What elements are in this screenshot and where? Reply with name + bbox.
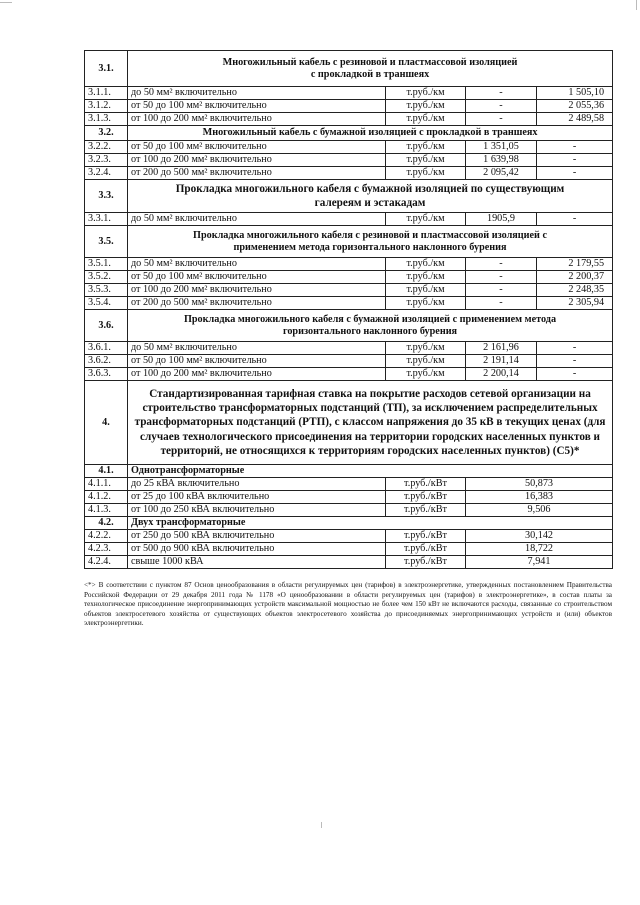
section-title [128,310,613,342]
subsection-number: 4.2. [85,517,128,530]
row-unit: т.руб./кВт [386,504,466,517]
section-title-line: Прокладка многожильного кабеля с бумажной изоляцией по существующим [175,183,565,195]
table-row [85,504,613,517]
table-row [85,141,613,154]
row-value-paper: - [466,271,537,284]
row-number: 3.6.3. [85,368,128,381]
row-value-paper: - [466,258,537,271]
row-label: от 50 до 100 мм² включительно [128,271,386,284]
scan-mark-right [636,0,637,10]
section-header [85,126,613,141]
footnote: <*> В соответствии с пунктом 87 Основ ценообразования в области регулируемых цен (тарифов) в электроэнергетике, утвержденных постановлением Правительства Российской Федерации от 29 декабря 2011 года № 1178 «О ценообразовании в области регулируемых цен (тарифов) в электроэнергетике», в состав платы за технологическое присоединение энергопринимающих устройств максимальной мощностью не более чем 150 кВт не включаются расходы, связанные со строительством объектов электросетевого хозяйства от существующих объектов электросетевого хозяйства до присоединяемых энергопринимающих устройств и (или) объектов электроэнергетики. [84,581,612,628]
row-number: 4.1.3. [85,504,128,517]
row-label: от 100 до 250 кВА включительно [128,504,386,517]
row-unit: т.руб./км [386,297,466,310]
row-unit: т.руб./км [386,87,466,100]
table-row [85,478,613,491]
row-label: от 25 до 100 кВА включительно [128,491,386,504]
row-value-rubber: - [537,213,613,226]
table-row [85,167,613,180]
table-row [85,258,613,271]
section-number: 3.1. [85,51,128,87]
table-row [85,368,613,381]
scan-mark-left [0,2,12,3]
section-title-line: Многожильный кабель с резиновой и пластмассовой изоляцией [222,56,518,68]
row-unit: т.руб./км [386,154,466,167]
tariff-table [84,50,613,569]
row-value-paper: - [466,297,537,310]
row-label: от 100 до 200 мм² включительно [128,284,386,297]
row-value-rubber: - [537,141,613,154]
section-header [85,180,613,213]
scan-speck [321,822,322,828]
section-title [128,226,613,258]
row-number: 3.3.1. [85,213,128,226]
row-label: от 50 до 100 мм² включительно [128,141,386,154]
row-value-rubber: 2 055,36 [537,100,613,113]
table-row [85,556,613,569]
row-number: 3.2.3. [85,154,128,167]
subsection-title: Однотрансформаторные [128,465,613,478]
section-title [128,180,613,213]
section-header [85,310,613,342]
section-title: Стандартизированная тарифная ставка на покрытие расходов сетевой организации на строительство трансформаторных подстанций (ТП), за исключением распределительных трансформаторных подстанций (РТП), с классом напряжения до 35 кВ в текущих ценах (для случаев технологического присоединения на территории городских населенных пунктов и территорий, не относящихся к территориям городских населенных пунктов) (С5)* [128,381,613,465]
row-unit: т.руб./км [386,284,466,297]
row-value-paper: 2 200,14 [466,368,537,381]
row-unit: т.руб./км [386,141,466,154]
row-number: 4.2.2. [85,530,128,543]
row-value-rubber: - [537,342,613,355]
row-label: до 25 кВА включительно [128,478,386,491]
row-value-rubber: - [537,355,613,368]
row-value: 50,873 [466,478,613,491]
row-number: 3.1.3. [85,113,128,126]
row-unit: т.руб./км [386,213,466,226]
table-row [85,491,613,504]
section-number: 4. [85,381,128,465]
row-value-rubber: - [537,368,613,381]
row-value-rubber: - [537,167,613,180]
table-row [85,113,613,126]
section-title-line: Прокладка многожильного кабеля с бумажной изоляцией с применением метода [183,313,557,325]
row-unit: т.руб./км [386,258,466,271]
row-label: от 200 до 500 мм² включительно [128,297,386,310]
row-value-rubber: 2 305,94 [537,297,613,310]
row-unit: т.руб./км [386,167,466,180]
row-value-paper: - [466,100,537,113]
row-label: от 500 до 900 кВА включительно [128,543,386,556]
row-label: от 250 до 500 кВА включительно [128,530,386,543]
row-number: 4.1.2. [85,491,128,504]
row-value: 9,506 [466,504,613,517]
row-value-rubber: - [537,154,613,167]
table-row [85,271,613,284]
subsection-header [85,517,613,530]
row-value-paper: 2 095,42 [466,167,537,180]
row-value-paper: - [466,87,537,100]
table-row [85,342,613,355]
row-number: 3.6.2. [85,355,128,368]
section-title-line: применением метода горизонтального наклонного бурения [233,241,507,253]
table-row [85,213,613,226]
row-label: от 50 до 100 мм² включительно [128,355,386,368]
row-unit: т.руб./км [386,100,466,113]
row-value-rubber: 2 248,35 [537,284,613,297]
row-number: 4.2.3. [85,543,128,556]
row-value-rubber: 2 200,37 [537,271,613,284]
row-unit: т.руб./км [386,355,466,368]
table-row [85,543,613,556]
section-title: Многожильный кабель с бумажной изоляцией с прокладкой в траншеях [128,126,613,141]
table-row [85,297,613,310]
row-label: от 200 до 500 мм² включительно [128,167,386,180]
row-value-paper: - [466,284,537,297]
row-value-paper: 1 639,98 [466,154,537,167]
row-unit: т.руб./кВт [386,543,466,556]
row-label: от 100 до 200 мм² включительно [128,113,386,126]
section-title [128,51,613,87]
row-number: 3.2.4. [85,167,128,180]
section-header [85,226,613,258]
table-row [85,530,613,543]
row-value: 16,383 [466,491,613,504]
row-value: 7,941 [466,556,613,569]
row-label: от 50 до 100 мм² включительно [128,100,386,113]
row-unit: т.руб./км [386,113,466,126]
section-header [85,381,613,465]
table-row [85,355,613,368]
row-value-paper: 1 351,05 [466,141,537,154]
row-number: 3.5.2. [85,271,128,284]
row-value: 18,722 [466,543,613,556]
row-label: до 50 мм² включительно [128,87,386,100]
row-value: 30,142 [466,530,613,543]
section-number: 3.5. [85,226,128,258]
row-label: свыше 1000 кВА [128,556,386,569]
section-title-line: галереям и эстакадам [314,197,426,209]
subsection-title: Двух трансформаторные [128,517,613,530]
row-unit: т.руб./кВт [386,530,466,543]
section-title-line: с прокладкой в траншеях [310,68,430,80]
row-label: до 50 мм² включительно [128,213,386,226]
row-number: 3.5.4. [85,297,128,310]
row-number: 3.1.1. [85,87,128,100]
section-number: 3.3. [85,180,128,213]
row-unit: т.руб./кВт [386,556,466,569]
table-row [85,87,613,100]
row-value-paper: 2 161,96 [466,342,537,355]
row-label: до 50 мм² включительно [128,342,386,355]
row-number: 4.1.1. [85,478,128,491]
row-value-paper: - [466,113,537,126]
row-number: 3.5.3. [85,284,128,297]
table-row [85,100,613,113]
row-number: 3.2.2. [85,141,128,154]
subsection-header [85,465,613,478]
row-value-rubber: 1 505,10 [537,87,613,100]
row-unit: т.руб./км [386,342,466,355]
section-title-line: горизонтального наклонного бурения [282,325,458,337]
row-value-paper: 2 191,14 [466,355,537,368]
row-number: 3.5.1. [85,258,128,271]
section-number: 3.2. [85,126,128,141]
subsection-number: 4.1. [85,465,128,478]
section-number: 3.6. [85,310,128,342]
row-unit: т.руб./км [386,368,466,381]
section-header [85,51,613,87]
table-row [85,154,613,167]
row-number: 3.6.1. [85,342,128,355]
row-value-paper: 1905,9 [466,213,537,226]
row-value-rubber: 2 489,58 [537,113,613,126]
row-number: 4.2.4. [85,556,128,569]
section-title-line: Прокладка многожильного кабеля с резиновой и пластмассовой изоляцией с [193,229,547,241]
table-row [85,284,613,297]
tariff-document [84,50,612,569]
row-number: 3.1.2. [85,100,128,113]
row-unit: т.руб./кВт [386,491,466,504]
row-label: от 100 до 200 мм² включительно [128,154,386,167]
row-label: от 100 до 200 мм² включительно [128,368,386,381]
row-label: до 50 мм² включительно [128,258,386,271]
row-value-rubber: 2 179,55 [537,258,613,271]
row-unit: т.руб./кВт [386,478,466,491]
row-unit: т.руб./км [386,271,466,284]
